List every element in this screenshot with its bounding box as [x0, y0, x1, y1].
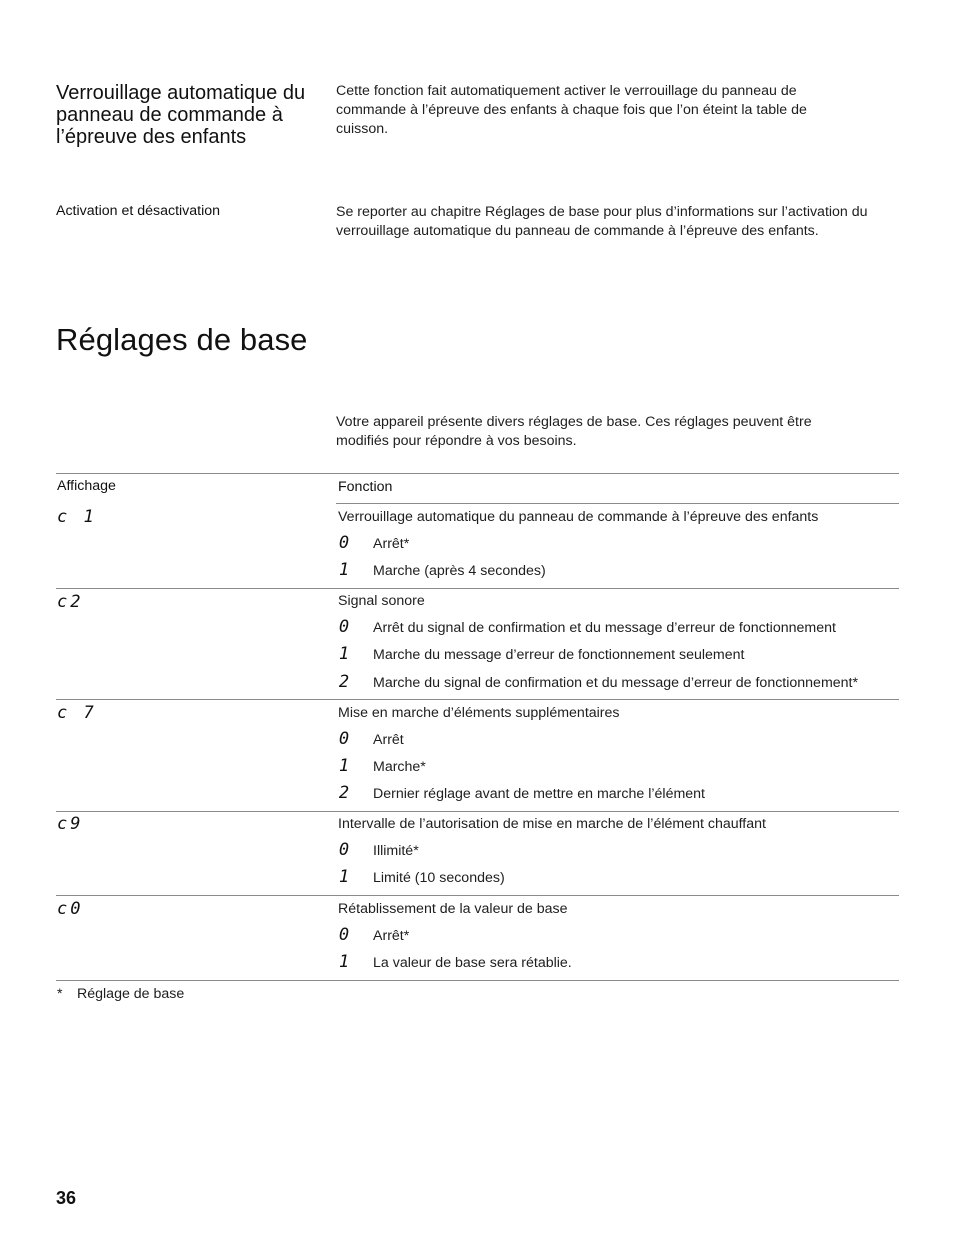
function-title: Rétablissement de la valeur de base: [338, 901, 568, 917]
option-value: 1: [338, 644, 350, 664]
option-value: 2: [338, 672, 350, 692]
display-code: c 7: [57, 703, 97, 723]
option-text: Limité (10 secondes): [373, 870, 505, 886]
option-text: Dernier réglage avant de mettre en marche l’élément: [373, 786, 705, 802]
table-bottom-rule: [56, 980, 899, 981]
table-top-rule: [56, 473, 899, 474]
display-code: c9: [57, 814, 84, 834]
header-rule: [336, 503, 899, 504]
row-divider: [56, 811, 899, 812]
option-value: 1: [338, 867, 350, 887]
option-value: 0: [338, 617, 350, 637]
footnote-text: Réglage de base: [77, 986, 185, 1002]
header-display: Affichage: [57, 478, 116, 494]
section-title-auto-lock: Verrouillage automatique du panneau de commande à l’épreuve des enfants: [56, 82, 306, 148]
function-title: Mise en marche d’éléments supplémentaires: [338, 705, 620, 721]
row-divider: [56, 699, 899, 700]
option-text: Marche du message d’erreur de fonctionnement seulement: [373, 647, 745, 663]
function-title: Verrouillage automatique du panneau de commande à l’épreuve des enfants: [338, 509, 819, 525]
footnote-marker: *: [57, 986, 63, 1002]
row-divider: [56, 588, 899, 589]
activation-text: Se reporter au chapitre Réglages de base pour plus d’informations sur l’activation du verrouillage automatique du panneau de commande à l’épreuve des enfants.: [336, 204, 868, 239]
option-value: 0: [338, 840, 350, 860]
function-title: Signal sonore: [338, 593, 425, 609]
row-divider: [56, 895, 899, 896]
option-text: Arrêt du signal de confirmation et du message d’erreur de fonctionnement: [373, 620, 836, 636]
option-text: La valeur de base sera rétablie.: [373, 955, 572, 971]
function-title: Intervalle de l’autorisation de mise en marche de l’élément chauffant: [338, 816, 766, 832]
option-value: 1: [338, 756, 350, 776]
option-value: 1: [338, 952, 350, 972]
option-text: Marche (après 4 secondes): [373, 563, 546, 579]
option-text: Arrêt: [373, 732, 404, 748]
option-text: Marche du signal de confirmation et du message d’erreur de fonctionnement*: [373, 675, 859, 691]
auto-lock-description: Cette fonction fait automatiquement activer le verrouillage du panneau de commande à l’épreuve des enfants à chaque fois que l’on éteint la table de cuisson.: [336, 83, 807, 137]
option-value: 2: [338, 783, 350, 803]
option-text: Arrêt*: [373, 928, 410, 944]
display-code: c2: [57, 592, 84, 612]
option-text: Illimité*: [373, 843, 419, 859]
option-text: Arrêt*: [373, 536, 410, 552]
option-value: 0: [338, 729, 350, 749]
page-number: 36: [56, 1188, 77, 1208]
option-value: 0: [338, 925, 350, 945]
page-title: Réglages de base: [56, 322, 308, 357]
basic-settings-intro: Votre appareil présente divers réglages de base. Ces réglages peuvent être modifiés pour répondre à vos besoins.: [336, 414, 812, 449]
option-text: Marche*: [373, 759, 426, 775]
display-code: c 1: [57, 507, 97, 527]
header-function: Fonction: [338, 479, 393, 495]
display-code: c0: [57, 899, 84, 919]
activation-label: Activation et désactivation: [56, 203, 221, 219]
option-value: 0: [338, 533, 350, 553]
option-value: 1: [338, 560, 350, 580]
